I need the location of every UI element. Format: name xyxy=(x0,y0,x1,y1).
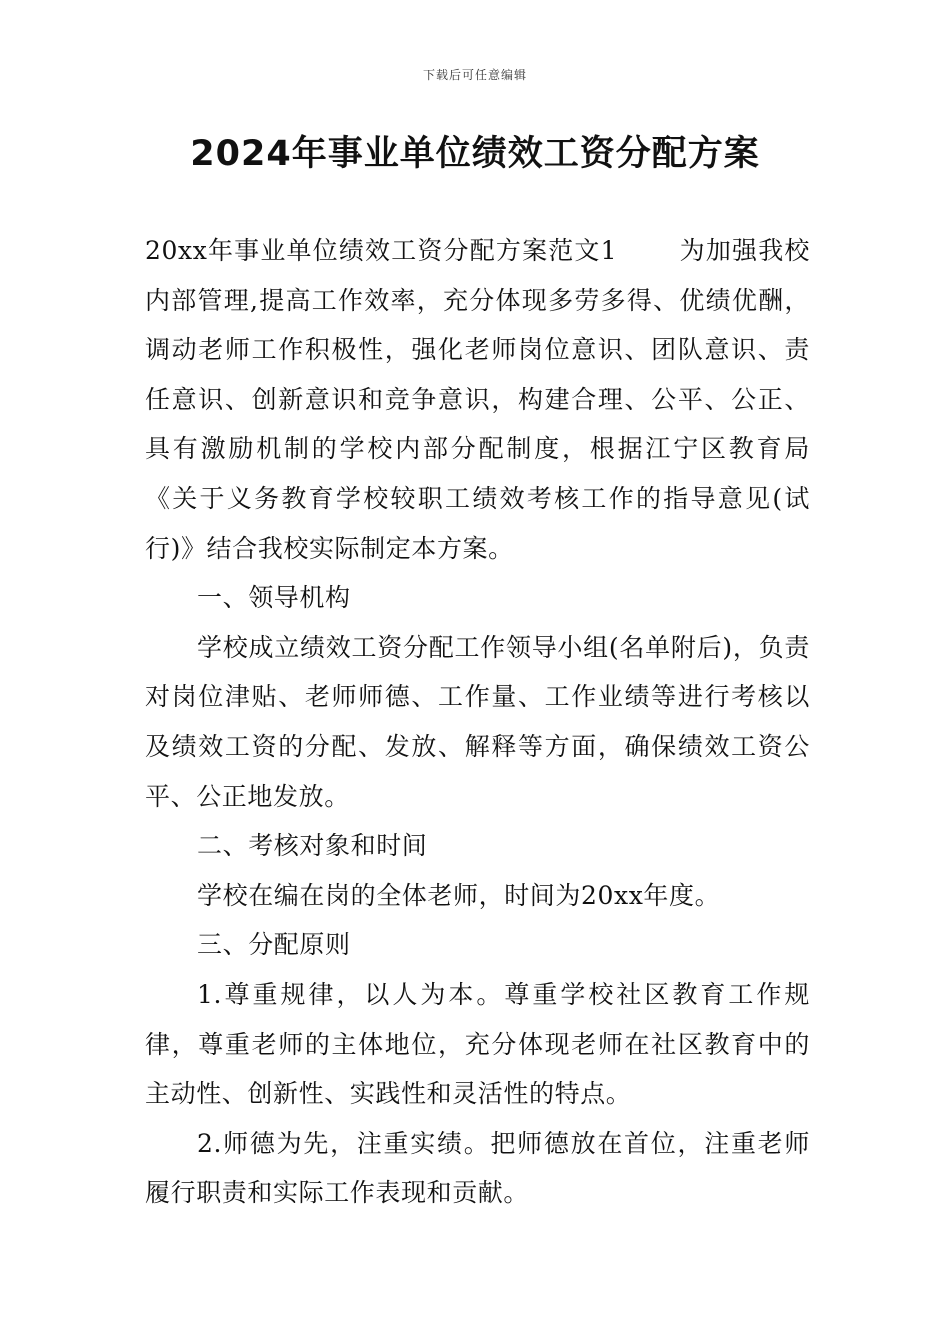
document-title: 2024年事业单位绩效工资分配方案 xyxy=(190,134,760,174)
intro-paragraph xyxy=(145,226,810,573)
section-heading-1: 一、领导机构 xyxy=(197,583,351,613)
paragraph-2: 学校在编在岗的全体老师，时间为20xx年度。 xyxy=(197,880,721,910)
document-body xyxy=(145,226,810,1218)
paragraph-1: 学校成立绩效工资分配工作领导小组(名单附后)，负责对岗位津贴、老师师德、工作量、工作业绩等进行考核以及绩效工资的分配、发放、解释等方面，确保绩效工资公平、公正地发放。 xyxy=(145,632,810,811)
section-heading-3: 三、分配原则 xyxy=(197,930,351,960)
section-heading-2: 二、考核对象和时间 xyxy=(197,831,428,861)
intro-body: 为加强我校内部管理,提高工作效率，充分体现多劳多得、优绩优酬，调动老师工作积极性，强化老师岗位意识、团队意识、责任意识、创新意识和竞争意识，构建合理、公平、公正、具有激励机制的学校内部分配制度，根据江宁区教育局《关于义务教育学校较职工绩效考核工作的指导意见(试行)》结合我校实际制定本方案。 xyxy=(145,236,810,563)
paragraph-4: 2.师德为先，注重实绩。把师德放在首位，注重老师履行职责和实际工作表现和贡献。 xyxy=(145,1128,810,1208)
paragraph-3: 1.尊重规律，以人为本。尊重学校社区教育工作规律，尊重老师的主体地位，充分体现老师在社区教育中的主动性、创新性、实践性和灵活性的特点。 xyxy=(145,979,810,1109)
header-note: 下载后可任意编辑 xyxy=(422,68,527,82)
intro-lead: 20xx年事业单位绩效工资分配方案范文1 xyxy=(145,236,618,265)
